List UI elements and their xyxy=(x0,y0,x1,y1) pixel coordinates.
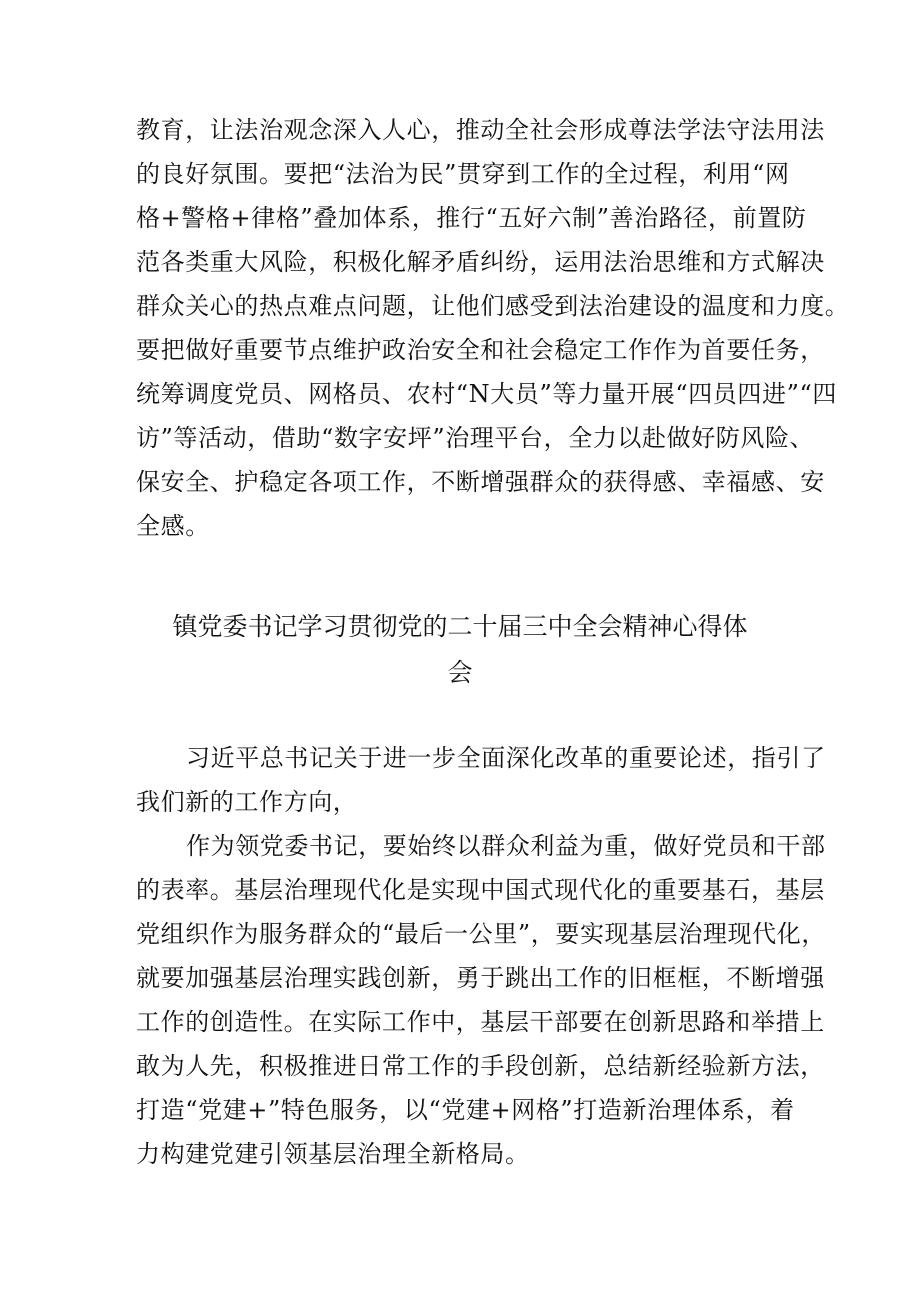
title-line: 镇党委书记学习贯彻党的二十届三中全会精神心得体 xyxy=(172,612,748,641)
text-line: 群众关心的热点难点问题，让他们感受到法治建设的温度和力度。 xyxy=(136,292,850,320)
text-line: 敢为人先，积极推进日常工作的手段创新，总结新经验新方法， xyxy=(136,1052,825,1080)
text-line: 我们新的工作方向， xyxy=(136,788,358,816)
text-line: 要把做好重要节点维护政治安全和社会稳定工作作为首要任务， xyxy=(136,336,825,364)
text-line: 统筹调度党员、网格员、农村“N大员”等力量开展“四员四进”“四 xyxy=(136,380,837,408)
text-line: 就要加强基层治理实践创新，勇于跳出工作的旧框框，不断增强 xyxy=(136,964,825,992)
text-line: 教育，让法治观念深入人心，推动全社会形成尊法学法守法用法 xyxy=(136,116,825,144)
text-line: 范各类重大风险，积极化解矛盾纠纷，运用法治思维和方式解决 xyxy=(136,248,825,276)
text-line: 作为领党委书记，要始终以群众利益为重，做好党员和干部 xyxy=(186,832,826,860)
text-line: 党组织作为服务群众的“最后一公里”，要实现基层治理现代化， xyxy=(136,920,826,948)
text-line: 格+警格+律格”叠加体系，推行“五好六制”善治路径，前置防 xyxy=(136,204,807,232)
text-line: 工作的创造性。在实际工作中，基层干部要在创新思路和举措上 xyxy=(136,1008,825,1036)
text-line: 的表率。基层治理现代化是实现中国式现代化的重要基石，基层 xyxy=(136,876,825,904)
text-line: 全感。 xyxy=(136,512,210,540)
title-line: 会 xyxy=(447,658,473,687)
text-line: 习近平总书记关于进一步全面深化改革的重要论述，指引了 xyxy=(186,744,826,772)
text-line: 打造“党建+”特色服务，以“党建+网格”打造新治理体系，着 xyxy=(136,1096,795,1124)
text-line: 保安全、护稳定各项工作，不断增强群众的获得感、幸福感、安 xyxy=(136,468,825,496)
text-line: 的良好氛围。要把“法治为民”贯穿到工作的全过程，利用“网 xyxy=(136,160,790,188)
text-line: 访”等活动，借助“数字安坪”治理平台，全力以赴做好防风险、 xyxy=(136,424,815,452)
text-line: 力构建党建引领基层治理全新格局。 xyxy=(136,1140,530,1168)
